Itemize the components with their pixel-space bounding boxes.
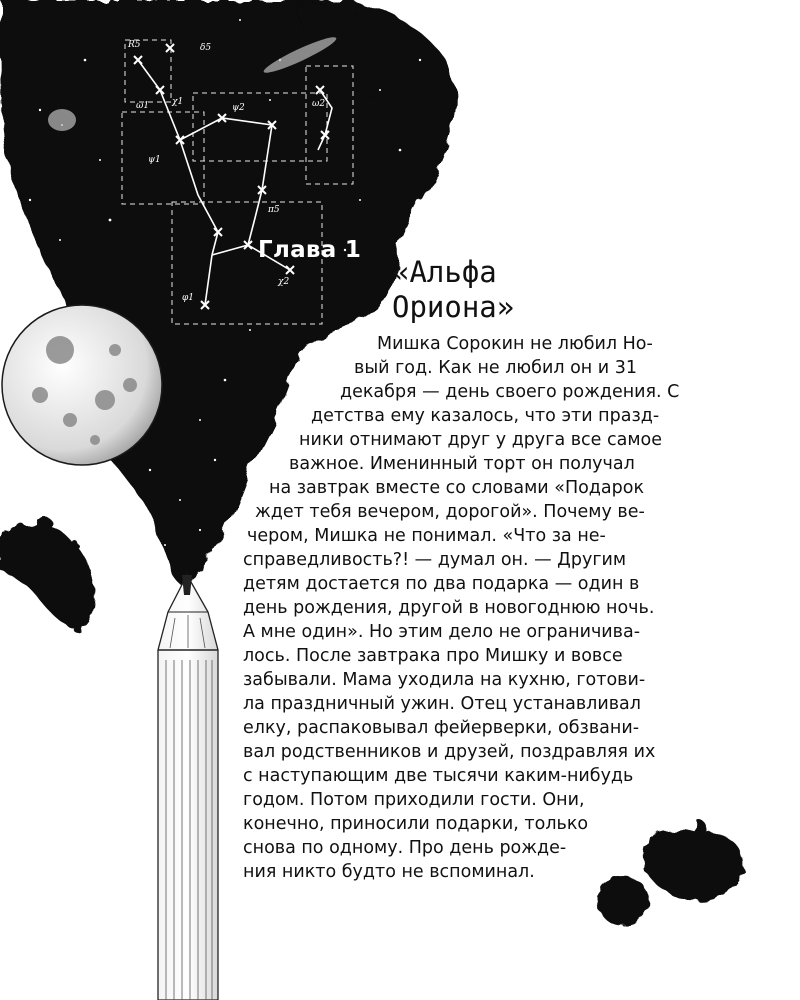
body-line: елку, распаковывал фейерверки, обзвани- [243, 718, 640, 738]
body-line: детям достается по два подарка — один в [243, 574, 640, 594]
star-label: ψ2 [232, 103, 245, 113]
star-label: π5 [268, 205, 280, 215]
star-label: ψ1 [148, 155, 161, 165]
body-line: ники отнимают друг у друга все самое [299, 430, 663, 450]
body-line: лось. После завтрака про Мишку и вовсе [243, 646, 623, 666]
body-line: вый год. Как не любил он и 31 [354, 358, 637, 378]
body-line: забывали. Мама уходила на кухню, готови- [243, 670, 646, 690]
body-line: годом. Потом приходили гости. Они, [243, 790, 585, 810]
star-label: δ5 [200, 43, 212, 53]
star-label: χ2 [278, 277, 290, 287]
body-line: вал родственников и друзей, поздравляя их [243, 742, 656, 762]
star-label: ω2 [312, 99, 326, 109]
body-line: на завтрак вместе со словами «Подарок [269, 478, 645, 498]
body-line: Мишка Сорокин не любил Но- [377, 334, 653, 354]
chapter-title-line: «Альфа [392, 255, 497, 289]
star-label: χ1 [172, 97, 184, 107]
chapter-title [392, 255, 514, 325]
star-label: ω1 [136, 101, 150, 111]
star-label: φ1 [182, 293, 195, 303]
ink-splash-left [0, 517, 95, 633]
body-line: ждет тебя вечером, дорогой». Почему ве- [255, 502, 645, 522]
body-line: снова по одному. Про день рожде- [243, 838, 567, 858]
body-line: ла праздничный ужин. Отец устанавливал [243, 694, 641, 714]
star-label: R5 [128, 40, 141, 50]
body-line: день рождения, другой в новогоднюю ночь. [243, 598, 655, 618]
body-line: ния никто будто не вспоминал. [243, 862, 535, 882]
moon [2, 305, 162, 465]
body-line: с наступающим две тысячи каким-нибудь [243, 766, 634, 786]
body-line: конечно, приносили подарки, только [243, 814, 589, 834]
chapter-label: Глава 1 [258, 237, 362, 263]
body-line: детства ему казалось, что эти празд- [311, 406, 660, 426]
body-line: А мне один». Но этим дело не ограничива- [243, 622, 641, 642]
chapter-title-line: Ориона» [392, 290, 515, 324]
body-line: справедливость?! — думал он. — Другим [243, 550, 627, 570]
body-line: декабря — день своего рождения. С [340, 382, 680, 402]
body-line: важное. Именинный торт он получал [289, 454, 635, 474]
body-line: чером, Мишка не понимал. «Что за не- [247, 526, 606, 546]
pencil [158, 575, 218, 1000]
ink-splash-right [597, 821, 743, 925]
